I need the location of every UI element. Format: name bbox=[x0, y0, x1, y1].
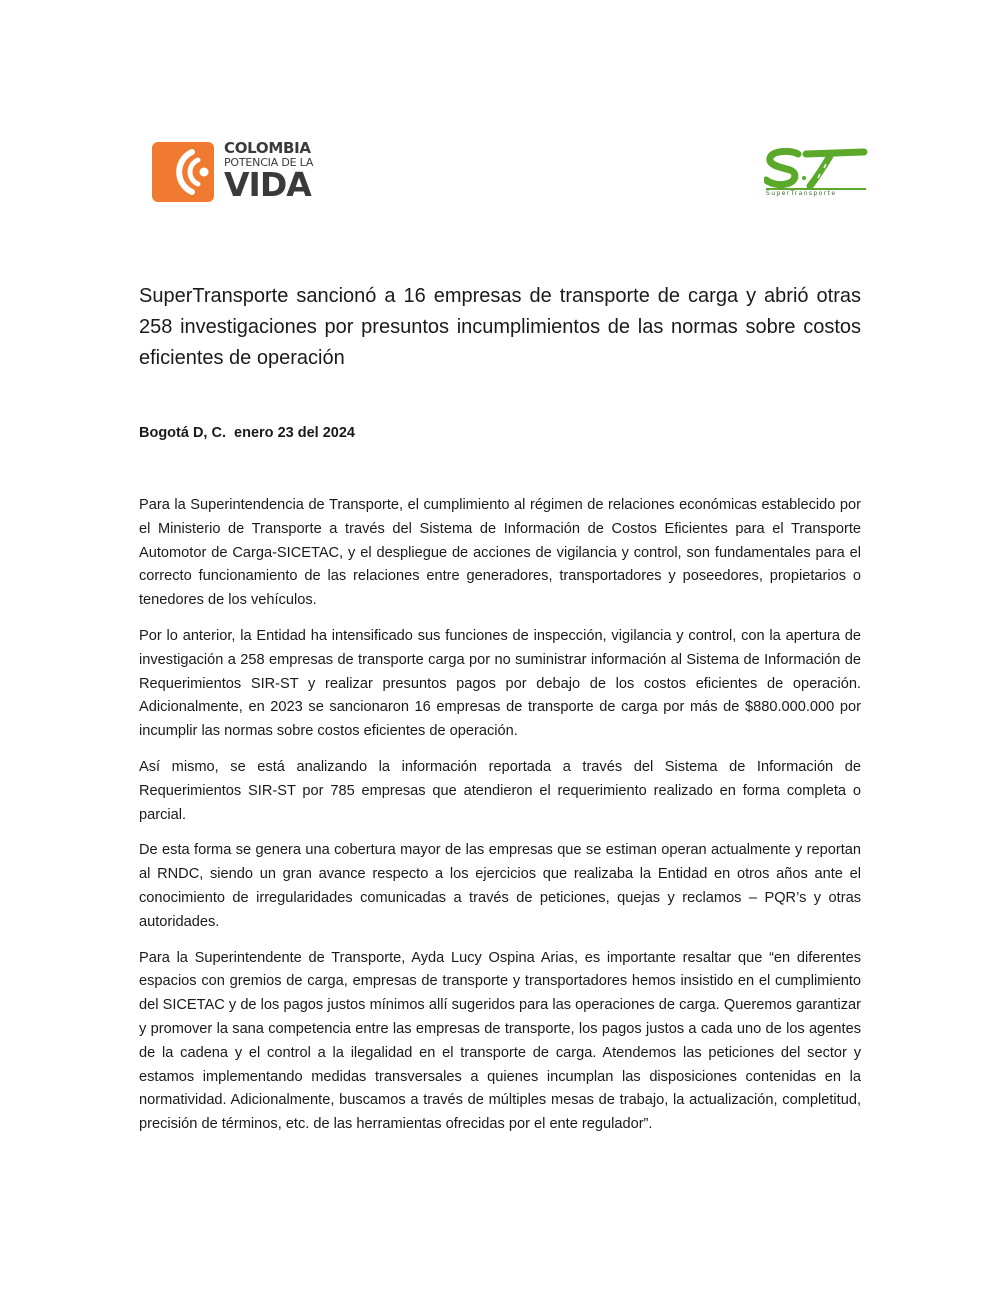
colombia-wave-icon bbox=[152, 142, 214, 202]
colombia-potencia-de-la-vida-logo bbox=[152, 138, 322, 208]
st-monogram-icon bbox=[764, 148, 868, 190]
supertransporte-logo bbox=[764, 148, 868, 198]
body-paragraph: Para la Superintendente de Transporte, Ayda Lucy Ospina Arias, es importante resaltar que “en diferentes espacios con gremios de carga, empresas de transporte y transportadores hemos insistido en el cumplimiento del SICETAC y de los pagos justos mínimos allí sugeridos para las operaciones de carga. Queremos garantizar y promover la sana competencia entre las empresas de transporte, los pagos justos a cada uno de los agentes de la cadena y el control a la ilegalidad en el transporte de carga. Atendemos las peticiones del sector y estamos implementando medidas transversales a quienes incumplan las disposiciones contenidas en la normatividad. Adicionalmente, buscamos a través de múltiples mesas de trabajo, la actualización, completitud, precisión de términos, etc. de las herramientas ofrecidas por el ente regulador”. bbox=[139, 949, 861, 1133]
logo-line-vida: VIDA bbox=[224, 165, 311, 204]
supertransporte-wordmark: SuperTransporte bbox=[766, 190, 837, 197]
body-paragraph: Así mismo, se está analizando la información reportada a través del Sistema de Información de Requerimientos SIR-ST por 785 empresas que atendieron el requerimiento realizado en forma completa o parcial. bbox=[139, 758, 861, 823]
dateline: Bogotá D, C. enero 23 del 2024 bbox=[139, 425, 355, 441]
body-paragraph: Por lo anterior, la Entidad ha intensificado sus funciones de inspección, vigilancia y control, con la apertura de investigación a 258 empresas de transporte carga por no suministrar información al Sistema de Información de Requerimientos SIR-ST y realizar presuntos pagos por debajo de los costos eficientes de operación. Adicionalmente, en 2023 se sancionaron 16 empresas de transporte de carga por más de $880.000.000 por incumplir las normas sobre costos eficientes de operación. bbox=[139, 627, 861, 740]
press-release-title: SuperTransporte sancionó a 16 empresas de transporte de carga y abrió otras 258 investigaciones por presuntos incumplimientos de las normas sobre costos eficientes de operación bbox=[139, 285, 861, 369]
colombia-logo-wordmark bbox=[224, 139, 314, 204]
press-release-body bbox=[139, 494, 861, 1149]
logo-line-potencia: POTENCIA DE LA bbox=[224, 156, 314, 169]
logo-line-colombia: COLOMBIA bbox=[224, 139, 311, 157]
body-paragraph: De esta forma se genera una cobertura mayor de las empresas que se estiman operan actualmente y reportan al RNDC, siendo un gran avance respecto a los ejercicios que realizaba la Entidad en otros años ante el conocimiento de irregularidades comunicadas a través de peticiones, quejas y reclamos – PQR’s y otras autoridades. bbox=[139, 842, 861, 930]
body-paragraph: Para la Superintendencia de Transporte, el cumplimiento al régimen de relaciones económicas establecido por el Ministerio de Transporte a través del Sistema de Información de Costos Eficientes para el Transporte Automotor de Carga-SICETAC, y el despliegue de acciones de vigilancia y control, son fundamentales para el correcto funcionamiento de las relaciones entre generadores, transportadores y poseedores, propietarios o tenedores de los vehículos. bbox=[139, 497, 861, 609]
